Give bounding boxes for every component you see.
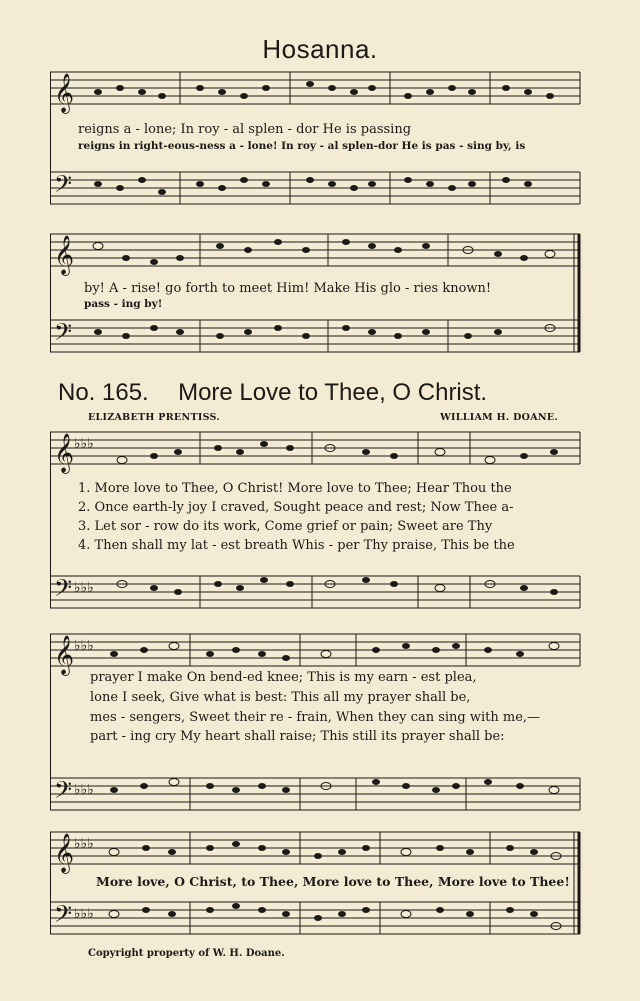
svg-text:♭♭♭: ♭♭♭ bbox=[74, 580, 94, 596]
top-hymn-title: Hosanna. bbox=[262, 34, 378, 64]
svg-text:𝄞: 𝄞 bbox=[54, 833, 75, 873]
svg-text:𝄢: 𝄢 bbox=[54, 574, 73, 607]
lyric-line-main: reigns a - lone; In roy - al splen - dor He is passing bbox=[78, 122, 412, 137]
lyric-line-main: by! A - rise! go forth to meet Him! Make His glo - ries known! bbox=[84, 281, 492, 296]
svg-text:♭♭♭: ♭♭♭ bbox=[74, 906, 94, 922]
svg-text:𝄞: 𝄞 bbox=[54, 235, 75, 275]
music-system-2 bbox=[50, 226, 582, 366]
verse-3-line-1: 3. Let sor - row do its work, Come grief or pain; Sweet are Thy bbox=[78, 519, 493, 534]
hymn-title: More Love to Thee, O Christ. bbox=[178, 379, 488, 406]
verse-2-line-2: lone I seek, Give what is best: This all my prayer shall be, bbox=[90, 690, 471, 705]
svg-text:𝄢: 𝄢 bbox=[54, 900, 73, 933]
verse-3-line-2: mes - sengers, Sweet their re - frain, When they can sing with me,— bbox=[90, 710, 541, 725]
svg-text:𝄞: 𝄞 bbox=[54, 635, 75, 675]
author-credit: ELIZABETH PRENTISS. bbox=[88, 412, 220, 423]
copyright-notice: Copyright property of W. H. Doane. bbox=[88, 948, 285, 959]
lyric-line-alt: reigns in right-eous-ness a - lone! In roy - al splen-dor He is pas - sing by, is bbox=[78, 140, 526, 152]
svg-text:♭♭♭: ♭♭♭ bbox=[74, 782, 94, 798]
music-system-4 bbox=[50, 628, 582, 824]
svg-text:𝄞: 𝄞 bbox=[54, 433, 75, 473]
svg-text:♭♭♭: ♭♭♭ bbox=[74, 436, 94, 452]
svg-text:𝄞: 𝄞 bbox=[54, 73, 75, 113]
composer-credit: WILLIAM H. DOANE. bbox=[440, 412, 558, 423]
verse-1-line-2: prayer I make On bend-ed knee; This is my earn - est plea, bbox=[90, 670, 477, 685]
svg-text:♭♭♭: ♭♭♭ bbox=[74, 836, 94, 852]
svg-text:𝄢: 𝄢 bbox=[54, 318, 73, 351]
hymn-heading bbox=[58, 379, 487, 407]
hymn-number: No. 165. bbox=[58, 379, 149, 406]
verse-2-line-1: 2. Once earth-ly joy I craved, Sought peace and rest; Now Thee a- bbox=[78, 500, 514, 515]
svg-text:𝄢: 𝄢 bbox=[54, 776, 73, 809]
verse-4-line-2: part - ing cry My heart shall raise; This still its prayer shall be: bbox=[90, 729, 505, 744]
verse-1-line-1: 1. More love to Thee, O Christ! More love to Thee; Hear Thou the bbox=[78, 481, 512, 496]
verse-4-line-1: 4. Then shall my lat - est breath Whis - per Thy praise, This be the bbox=[78, 538, 515, 553]
svg-text:𝄢: 𝄢 bbox=[54, 170, 73, 203]
svg-text:♭♭♭: ♭♭♭ bbox=[74, 638, 94, 654]
refrain-lyric: More love, O Christ, to Thee, More love to Thee, More love to Thee! bbox=[96, 874, 570, 889]
lyric-line-alt: pass - ing by! bbox=[84, 298, 163, 310]
